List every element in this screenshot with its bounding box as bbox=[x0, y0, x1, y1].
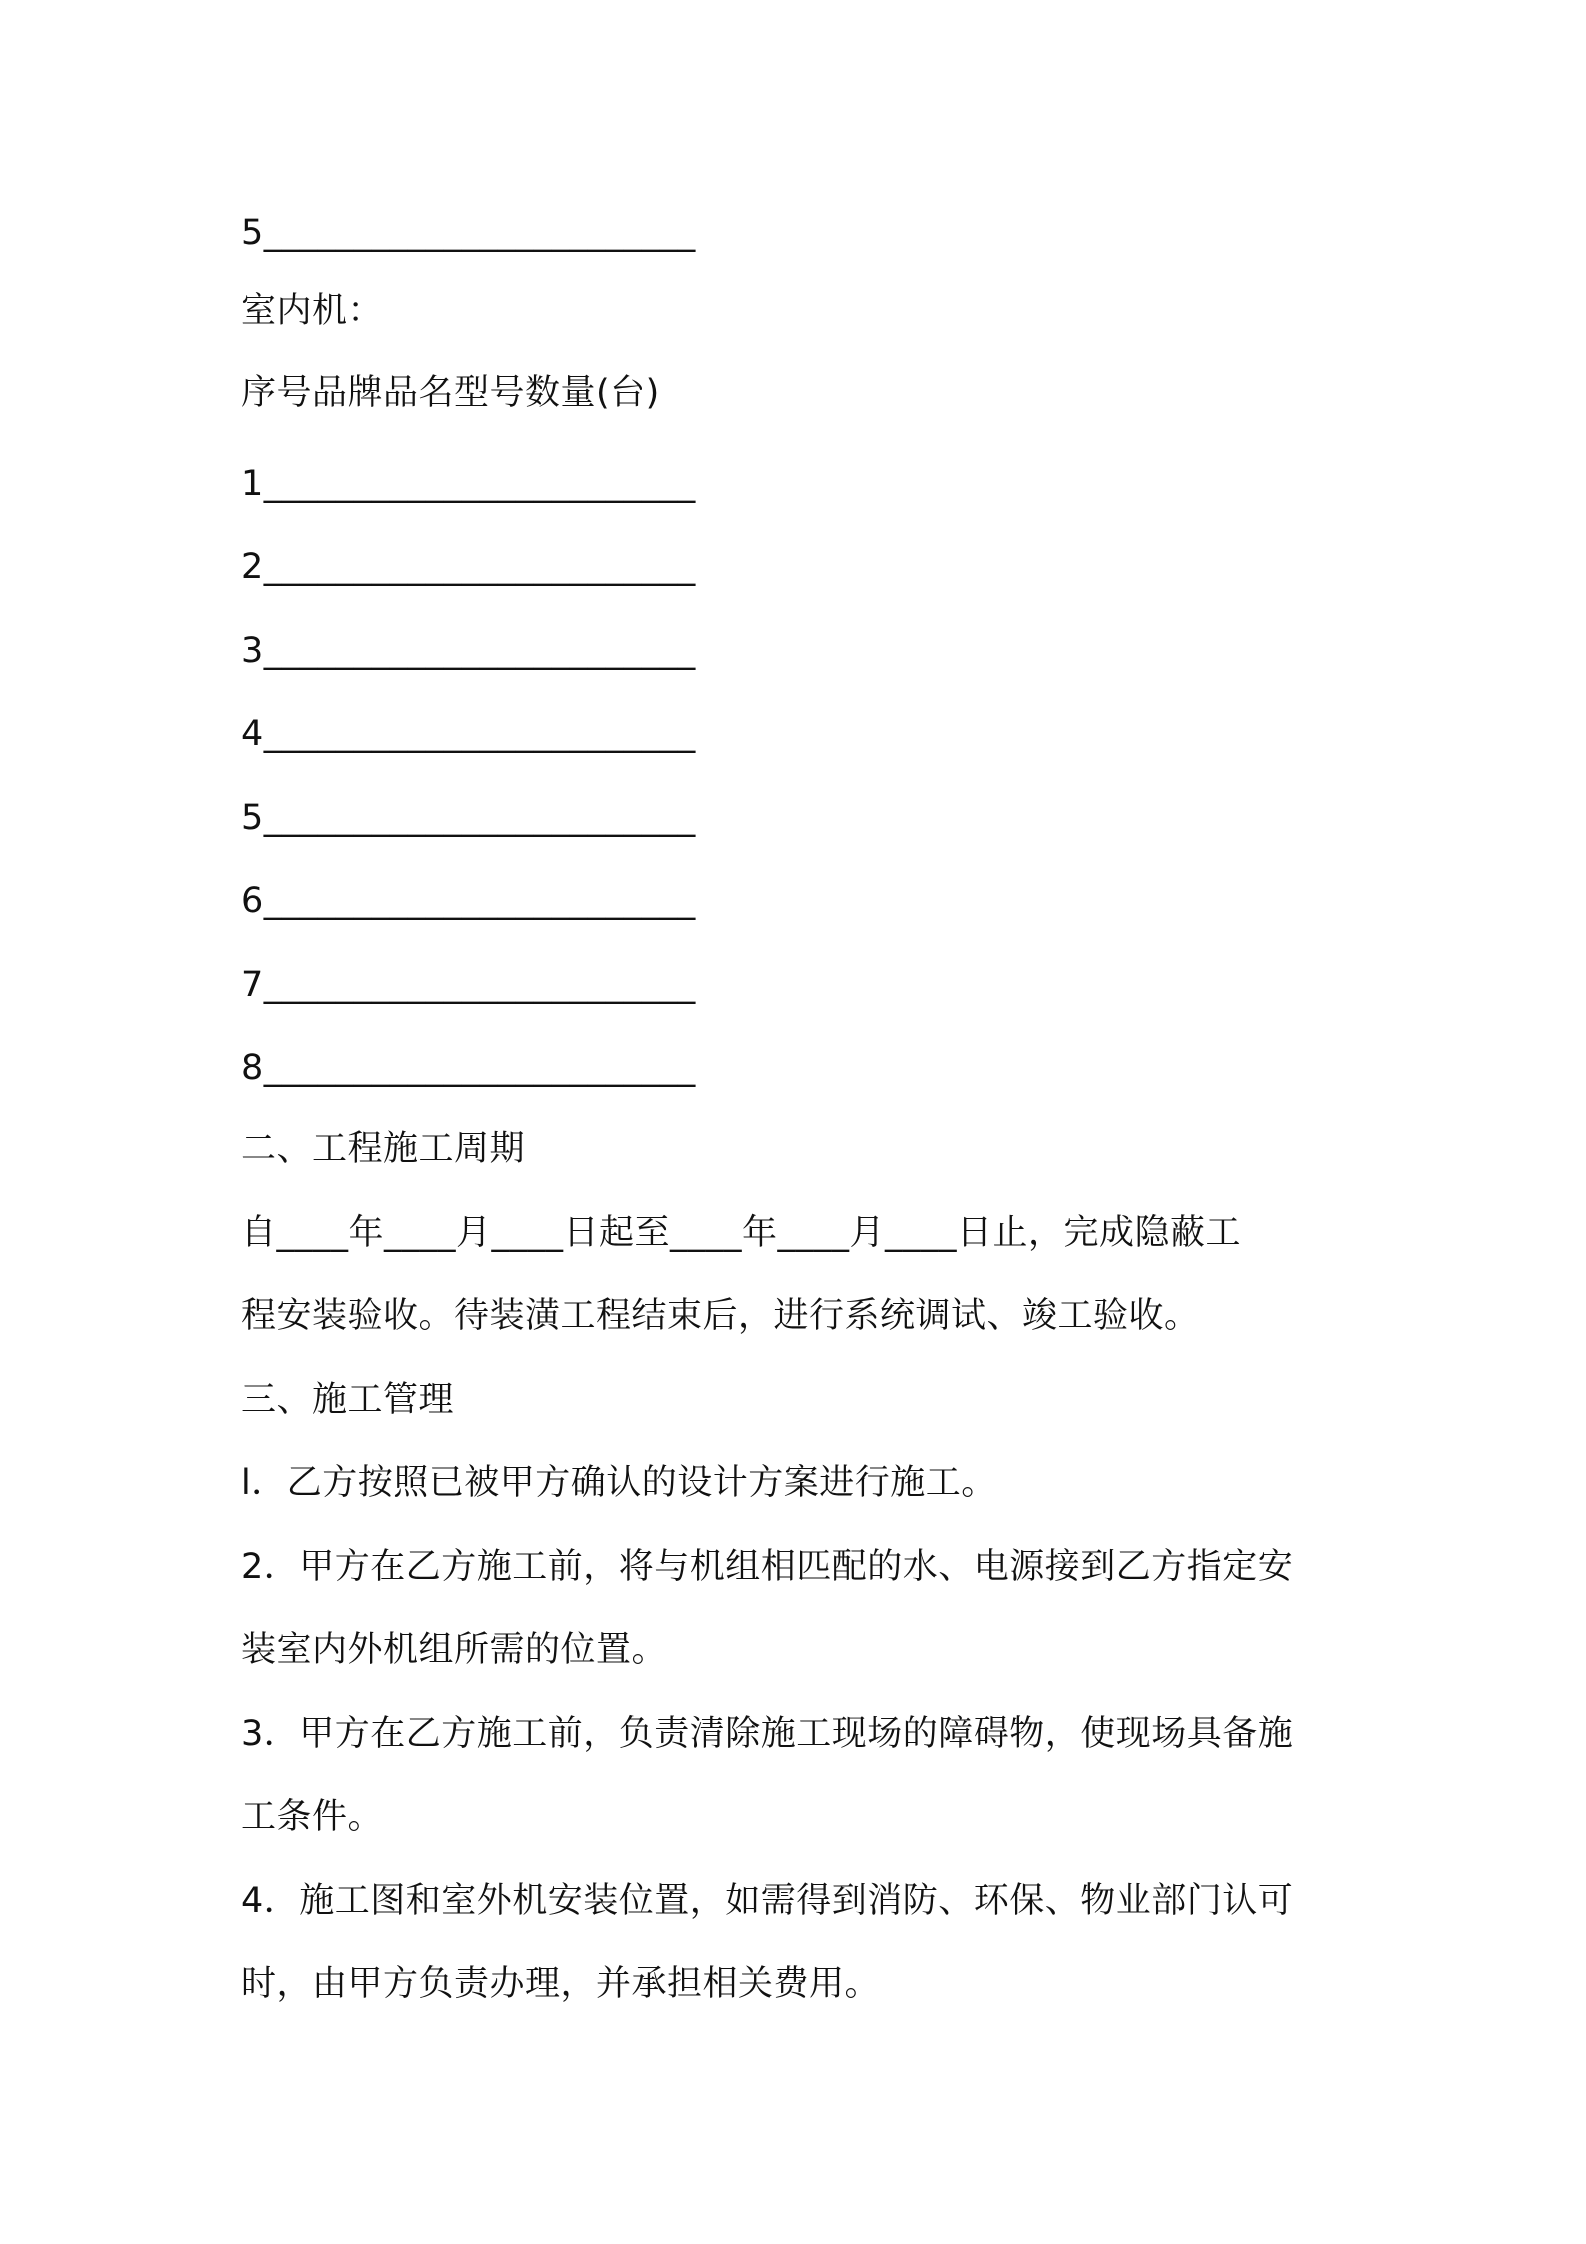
indoor-unit-row-3: 3________________________ bbox=[241, 631, 696, 671]
section-3-item-3-line-2: 工条件。 bbox=[241, 1797, 384, 1837]
outdoor-unit-row-5: 5________________________ bbox=[241, 213, 696, 253]
section-3-item-4-line-2: 时，由甲方负责办理，并承担相关费用。 bbox=[241, 1964, 881, 2004]
section-3-item-4-line-1: 4．施工图和室外机安装位置，如需得到消防、环保、物业部门认可 bbox=[241, 1881, 1294, 1921]
section-3-item-3-line-1: 3．甲方在乙方施工前，负责清除施工现场的障碍物，使现场具备施 bbox=[241, 1714, 1294, 1754]
indoor-unit-row-5: 5________________________ bbox=[241, 798, 696, 838]
section-3-item-2-line-1: 2．甲方在乙方施工前，将与机组相匹配的水、电源接到乙方指定安 bbox=[241, 1547, 1294, 1587]
section-2-heading: 二、工程施工周期 bbox=[241, 1129, 526, 1169]
indoor-unit-columns: 序号品牌品名型号数量(台) bbox=[241, 373, 660, 413]
indoor-unit-heading: 室内机： bbox=[241, 291, 384, 331]
indoor-unit-row-7: 7________________________ bbox=[241, 965, 696, 1005]
section-2-paragraph-line-1: 自____年____月____日起至____年____月____日止，完成隐蔽工 bbox=[241, 1213, 1242, 1253]
indoor-unit-row-2: 2________________________ bbox=[241, 547, 696, 587]
indoor-unit-row-8: 8________________________ bbox=[241, 1048, 696, 1088]
indoor-unit-row-1: 1________________________ bbox=[241, 464, 696, 504]
section-2-paragraph-line-2: 程安装验收。待装潢工程结束后，进行系统调试、竣工验收。 bbox=[241, 1296, 1200, 1336]
section-3-heading: 三、施工管理 bbox=[241, 1380, 455, 1420]
section-3-item-1: l．乙方按照已被甲方确认的设计方案进行施工。 bbox=[241, 1463, 997, 1503]
section-3-item-2-line-2: 装室内外机组所需的位置。 bbox=[241, 1630, 668, 1670]
indoor-unit-row-4: 4________________________ bbox=[241, 714, 696, 754]
indoor-unit-row-6: 6________________________ bbox=[241, 881, 696, 921]
